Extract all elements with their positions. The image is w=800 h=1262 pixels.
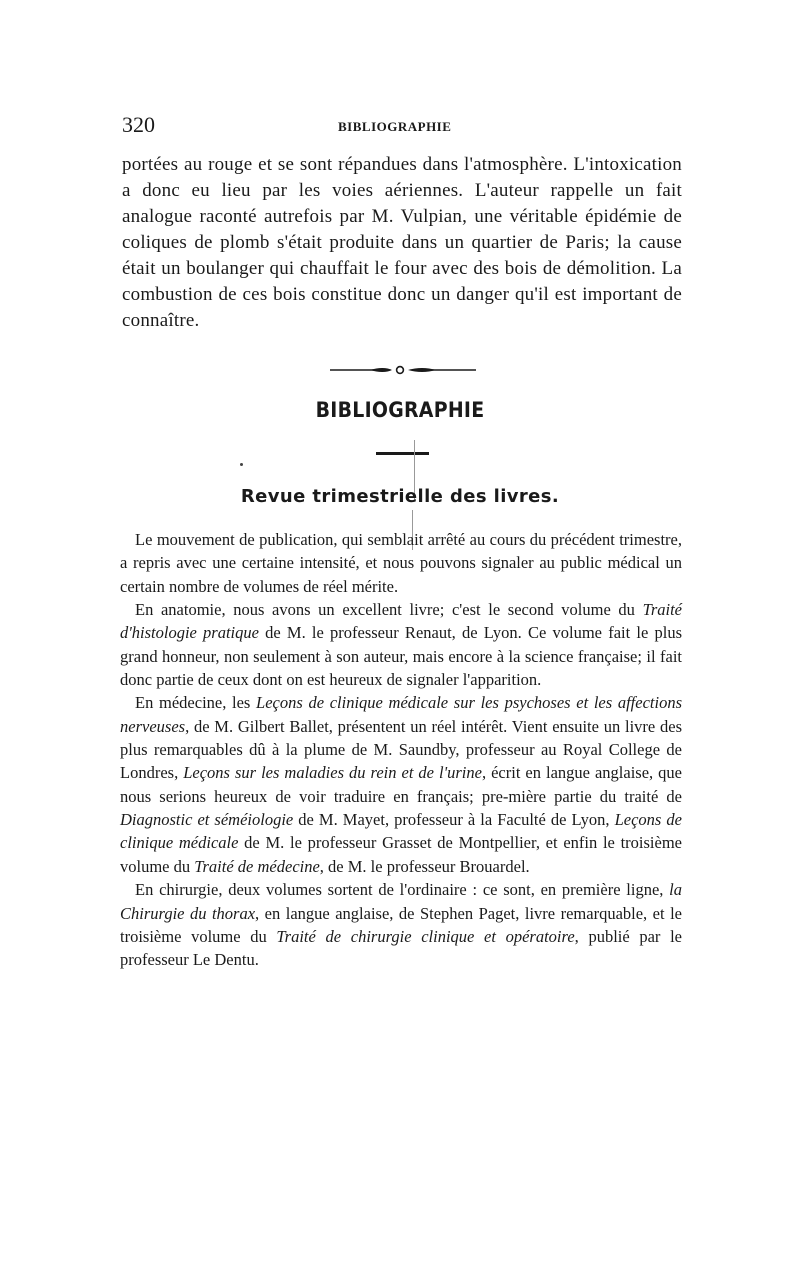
section-title: BIBLIOGRAPHIE [315, 398, 485, 422]
paragraph-publication: Le mouvement de publication, qui semblait arrêté au cours du précédent trimestre, a repris avec une certaine intensité, et nous pouvons signaler au public médical un certain nombre de volumes de réel mérite. [120, 530, 682, 596]
paragraph-surgery-text-a: En chirurgie, deux volumes sortent de l'ordinaire : ce sont, en première ligne, [135, 880, 670, 900]
title-rule [376, 452, 429, 455]
ornament-center-ring [397, 367, 404, 374]
paragraph-medicine [120, 691, 682, 878]
book-title-diagnostic: Diagnostic et séméiologie [120, 810, 294, 830]
book-title-thorax: la Chirurgie du thorax [120, 880, 682, 923]
book-title-psychoses: Leçons de clinique médicale sur les psychoses et les affections nerveuses [120, 693, 682, 736]
review-body [120, 528, 682, 972]
book-title-chirurgie: Traité de chirurgie clinique et opératoire [276, 926, 575, 946]
paragraph-medicine-text-i: de M. le professeur Grasset de Montpellier, et enfin le troisième volume du [120, 833, 682, 876]
intro-paragraph: portées au rouge et se sont répandues dans l'atmosphère. L'intoxication a donc eu lieu par les voies aériennes. L'auteur rappelle un fait analogue raconté autrefois par M. Vulpian, une véritable épidémie de coliques de plomb s'était produite dans un quartier de Paris; la cause était un boulanger qui chauffait le four avec des bois de démolition. La combustion de ces bois constitue donc un danger qu'il est important de connaître. [122, 154, 682, 331]
ornament-left-swell [370, 368, 392, 372]
paragraph-medicine-text-c: , de M. Gilbert Ballet, présentent un réel intérêt. Vient ensuite un livre des plus remarquables dû à la plume de M. Saundby, professeur au Royal College de Londres, [120, 716, 682, 783]
paragraph-anatomy [120, 598, 682, 691]
paragraph-medicine-text-k: , de M. le professeur Brouardel. [319, 856, 530, 876]
book-title-rein: Leçons sur les maladies du rein et de l'urine [183, 763, 482, 783]
paragraph-anatomy-text-c: de M. le professeur Renaut, de Lyon. Ce volume fait le plus grand honneur, non seulement à son auteur, mais encore à la science française; il fait donc partie de ceux dont on est heureux de signaler l'apparition. [120, 623, 682, 690]
review-title: Revue trimestrielle des livres. [240, 486, 560, 507]
running-head: BIBLIOGRAPHIE [338, 119, 452, 134]
paragraph-surgery [120, 878, 682, 971]
book-title-medecine: Traité de médecine [194, 856, 320, 876]
book-title-histologie: Traité d'histologie pratique [120, 600, 682, 643]
page-number: 320 [122, 112, 155, 137]
paragraph-medicine-text-a: En médecine, les [135, 693, 257, 713]
paragraph-medicine-text-e: , écrit en langue anglaise, que nous serions heureux de voir traduire en français; pre-mière partie du traité de [120, 763, 683, 806]
stray-dot [240, 463, 243, 466]
paragraph-surgery-text-c: , en langue anglaise, de Stephen Paget, livre remarquable, et le troisième volume du [120, 903, 682, 946]
paragraph-medicine-text-g: de M. Mayet, professeur à la Faculté de Lyon, [293, 810, 615, 830]
paragraph-anatomy-text-a: En anatomie, nous avons un excellent livre; c'est le second volume du [135, 600, 643, 620]
book-title-clinique: Leçons de clinique médicale [120, 810, 682, 853]
paragraph-surgery-text-e: , publié par le professeur Le Dentu. [120, 926, 683, 970]
decorative-ornament [330, 364, 476, 376]
